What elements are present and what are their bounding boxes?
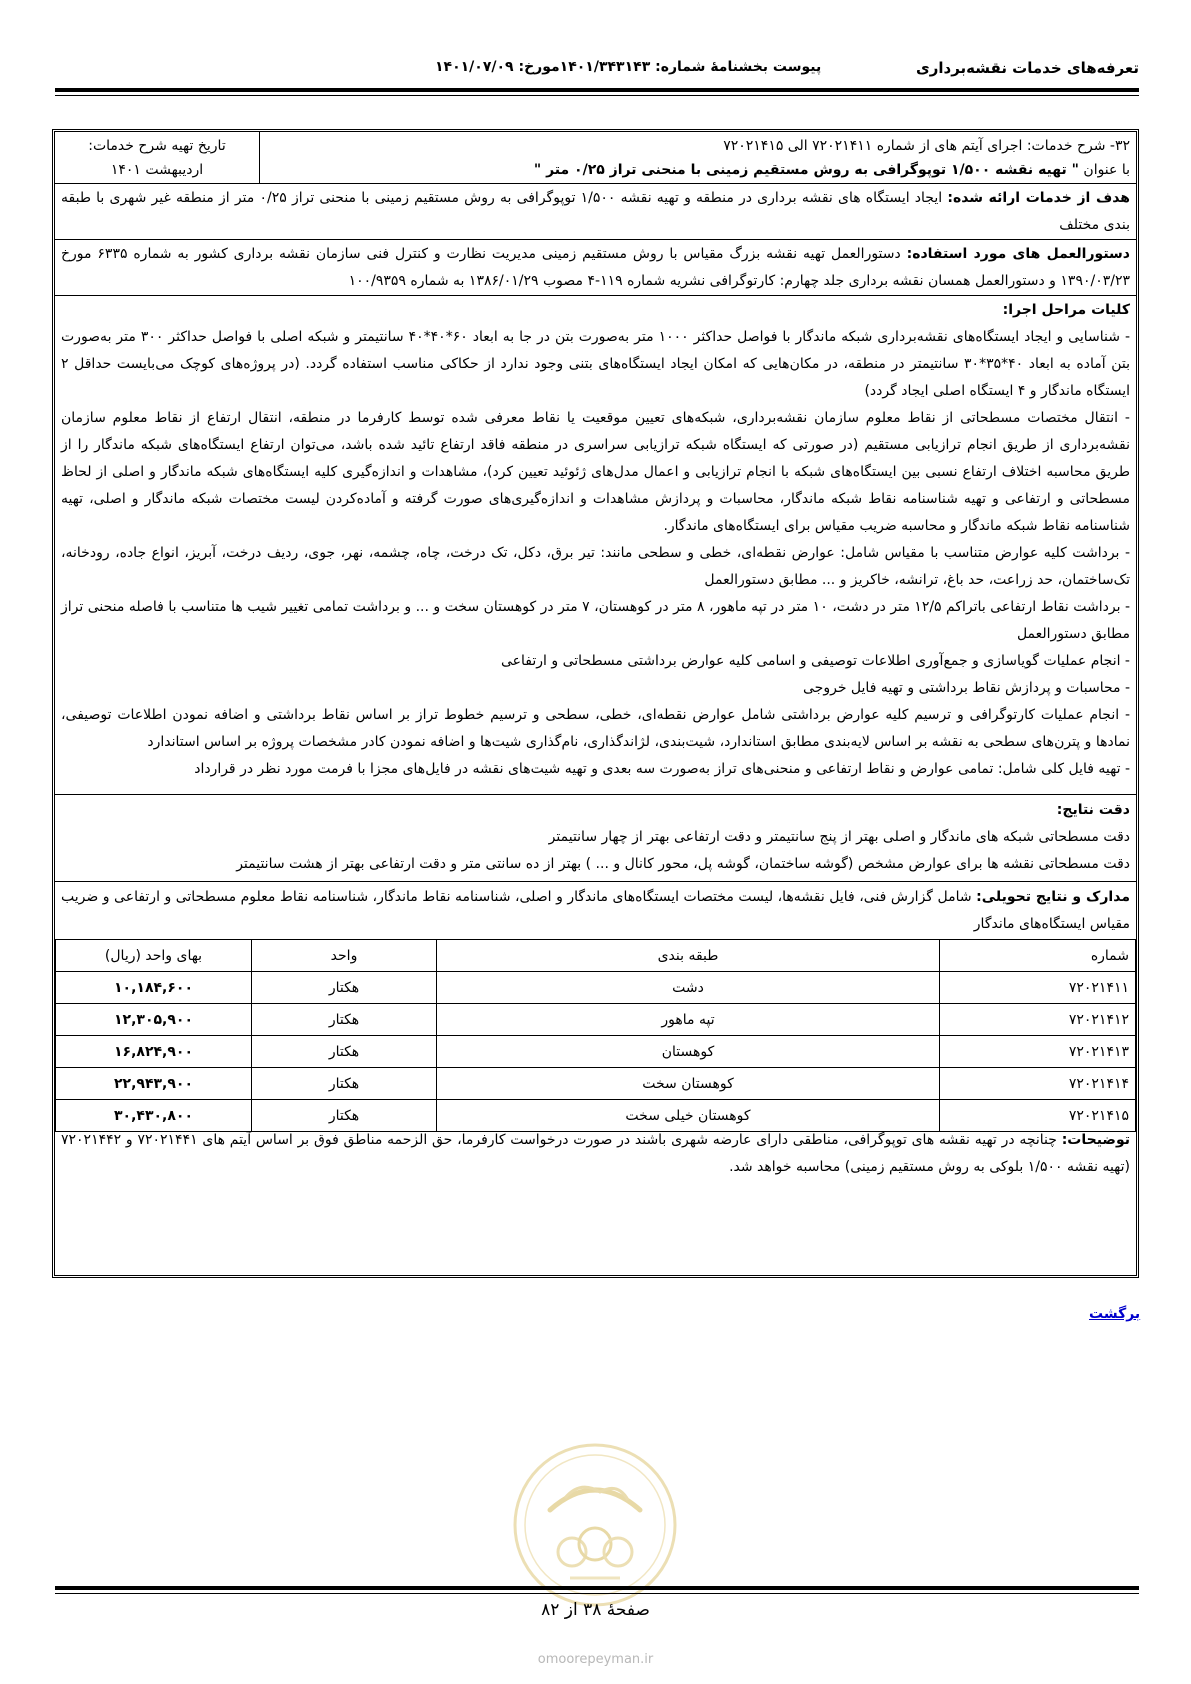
- accuracy-map: دقت مسطحاتی نقشه ها برای عوارض مشخص (گوشه ساختمان، گوشه پل، محور کانال و ... ) بهتر از ده سانتی متر و دقت ارتفاعی بهتر از هشت سانتیمتر: [236, 856, 1130, 872]
- service-sheet: [52, 129, 1139, 1278]
- item-code: ۷۲۰۲۱۴۱۵: [940, 1100, 1136, 1132]
- fee-table-header: [56, 940, 1136, 972]
- item-unit: هکتار: [252, 1004, 437, 1036]
- deliverables-row: [55, 882, 1136, 939]
- footer-rule-thin: [55, 1593, 1139, 1594]
- item-category: کوهستان سخت: [437, 1068, 940, 1100]
- notes-text: توضیحات: چنانچه در تهیه نقشه های توپوگرافی، مناطقی دارای عارضه شهری باشند در صورت درخواست کارفرما، حق الزحمه مناطق فوق بر اساس آیتم های ۷۲۰۲۱۴۴۱ و ۷۲۰۲۱۴۴۲ (تهیه نقشه ۱/۵۰۰ بلوکی به روش مستقیم زمینی) محاسبه خواهد شد.: [61, 1132, 1130, 1175]
- service-title: " تهیه نقشه ۱/۵۰۰ توپوگرافی به روش مستقیم زمینی با منحنی تراز ۰/۲۵ متر ": [533, 162, 1079, 178]
- watermark-seal-icon: [510, 1440, 680, 1610]
- deliverables-label: مدارک و نتایج تحویلی:: [976, 889, 1130, 905]
- page-header: [55, 55, 1139, 83]
- table-row: [56, 1068, 1136, 1100]
- header-title: تعرفه‌های خدمات نقشه‌برداری: [915, 59, 1139, 77]
- instructions-row: [55, 240, 1136, 296]
- date-label: تاریخ تهیه شرح خدمات:: [88, 138, 226, 154]
- accuracy-network: دقت مسطحاتی شبکه های ماندگار و اصلی بهتر از پنج سانتیمتر و دقت ارتفاعی بهتر از چهار سانتیمتر: [548, 829, 1130, 845]
- step-item: - انجام عملیات گویاسازی و جمع‌آوری اطلاعات توصیفی و اسامی کلیه عوارض برداشتی مسطحاتی و ارتفاعی: [501, 653, 1130, 669]
- item-code: ۷۲۰۲۱۴۱۲: [940, 1004, 1136, 1036]
- fee-table: [55, 939, 1136, 1132]
- item-unit: هکتار: [252, 1068, 437, 1100]
- instructions-label: دستورالعمل های مورد استفاده:: [906, 246, 1130, 262]
- item-category: تپه ماهور: [437, 1004, 940, 1036]
- item-unit: هکتار: [252, 1100, 437, 1132]
- goal-text: هدف از خدمات ارائه شده: ایجاد ایستگاه های نقشه برداری در منطقه و تهیه نقشه ۱/۵۰۰ توپوگرافی به روش مستقیم زمینی با منحنی تراز ۰/۲۵ متر از منطقه غیر شهری با طبقه بندی مختلف: [61, 190, 1130, 233]
- item-code: ۷۲۰۲۱۴۱۱: [940, 972, 1136, 1004]
- item-price: ۱۰,۱۸۴,۶۰۰: [56, 972, 252, 1004]
- back-link[interactable]: برگشت: [1089, 1306, 1141, 1322]
- footer-rule: [55, 1586, 1139, 1590]
- service-description: ۳۲- شرح خدمات: اجرای آیتم های از شماره ۷۲۰۲۱۴۱۱ الی ۷۲۰۲۱۴۱۵: [723, 138, 1130, 154]
- step-item: - برداشت کلیه عوارض متناسب با مقیاس شامل: عوارض نقطه‌ای، خطی و سطحی مانند: تیر برق، دکل، تک درخت، چاه، چشمه، نهر، جوی، ردیف درخت، آبریز، انواع جاده، رودخانه، تک‌ساختمان، حد زراعت، حد باغ، ترانشه، خاکریز و ... مطابق دستورالعمل: [61, 545, 1130, 588]
- header-price: بهای واحد (ریال): [56, 940, 252, 972]
- item-price: ۳۰,۴۳۰,۸۰۰: [56, 1100, 252, 1132]
- header-code: شماره: [940, 940, 1136, 972]
- step-item: - انجام عملیات کارتوگرافی و ترسیم کلیه عوارض برداشتی شامل عوارض نقطه‌ای، خطی، سطحی و ترسیم خطوط تراز بر اساس نقاط برداشتی و اضافه نمودن اطلاعات توصیفی، نمادها و پترن‌های سطحی به نقشه بر اساس لایه‌بندی مطابق استاندارد، شیت‌بندی، لژاندگذاری، نام‌گذاری شیت‌ها و اضافه نمودن کادر مشخصات پروژه بر اساس استاندارد: [61, 707, 1130, 750]
- table-row: [56, 1036, 1136, 1068]
- instructions-text: دستورالعمل های مورد استفاده: دستورالعمل تهیه نقشه بزرگ مقیاس با روش مستقیم زمینی مدیریت نظارت و کنترل فنی سازمان نقشه برداری کشور به شماره ۶۳۳۵ مورخ ۱۳۹۰/۰۳/۲۳ و دستورالعمل همسان نقشه برداری جلد چهارم: کارتوگرافی نشریه شماره ۱۱۹-۴ مصوب ۱۳۸۶/۰۱/۲۹ به شماره ۱۰۰/۹۳۵۹: [61, 246, 1130, 289]
- item-unit: هکتار: [252, 972, 437, 1004]
- goal-label: هدف از خدمات ارائه شده:: [947, 190, 1130, 206]
- step-item: - محاسبات و پردازش نقاط برداشتی و تهیه فایل خروجی: [803, 680, 1130, 696]
- goal-row: [55, 184, 1136, 240]
- steps-row: [55, 296, 1136, 795]
- step-item: - انتقال مختصات مسطحاتی از نقاط معلوم سازمان نقشه‌برداری، شبکه‌های تعیین موقعیت یا نقاط معرفی شده توسط کارفرما در منطقه، انتقال ارتفاع از نقاط معلوم سازمان نقشه‌برداری از طریق انجام ترازیابی مستقیم (در صورتی که ایستگاه شبکه ترازیابی سراسری در منطقه فاقد ارتفاع تائید شده باشد، می‌توان ارتفاع ایستگاه‌های شبکه ماندگار را از طریق محاسبه اختلاف ارتفاع نسبی بین ایستگاه‌های شبکه با انجام ترازیابی و اعمال مدل‌های ژئوئید تعیین کرد)، مشاهدات و اندازه‌گیری کلیه ایستگاه‌های شبکه ماندگار و اصلی از لحاظ مسطحاتی و ارتفاعی و تهیه شناسنامه نقاط شبکه ماندگار، محاسبات و پردازش مشاهدات و اندازه‌گیری‌های صورت گرفته و آماده‌کردن لیست مختصات شبکه ماندگار و اصلی، تهیه شناسنامه نقاط شبکه ماندگار و محاسبه ضریب مقیاس برای ایستگاه‌های ماندگار.: [61, 410, 1130, 534]
- steps-label: کلیات مراحل اجرا:: [1002, 302, 1130, 318]
- item-code: ۷۲۰۲۱۴۱۳: [940, 1036, 1136, 1068]
- item-code: ۷۲۰۲۱۴۱۴: [940, 1068, 1136, 1100]
- header-rule-thin: [55, 95, 1139, 96]
- service-title-line: با عنوان " تهیه نقشه ۱/۵۰۰ توپوگرافی به روش مستقیم زمینی با منحنی تراز ۰/۲۵ متر ": [533, 162, 1130, 178]
- site-watermark: omoorepeyman.ir: [537, 1652, 654, 1667]
- step-item: - تهیه فایل کلی شامل: تمامی عوارض و نقاط ارتفاعی و منحنی‌های تراز به‌صورت سه بعدی و تهیه شیت‌های نقشه در فایل‌های مجزا با فرمت مورد نظر در قرارداد: [194, 761, 1130, 777]
- header-unit: واحد: [252, 940, 437, 972]
- item-category: دشت: [437, 972, 940, 1004]
- service-title-row: [55, 132, 1136, 184]
- date-value: اردیبهشت ۱۴۰۱: [110, 162, 204, 178]
- item-category: کوهستان: [437, 1036, 940, 1068]
- accuracy-label: دقت نتایج:: [1056, 802, 1130, 818]
- step-item: - برداشت نقاط ارتفاعی باتراکم ۱۲/۵ متر در دشت، ۱۰ متر در تپه ماهور، ۸ متر در کوهستان، ۷ متر در کوهستان سخت و ... و برداشت تمامی تغییر شیب ها متناسب با فاصله منحنی تراز مطابق دستورالعمل: [61, 599, 1130, 642]
- page-number: صفحهٔ ۳۸ از ۸۲: [541, 1600, 650, 1620]
- item-price: ۱۲,۳۰۵,۹۰۰: [56, 1004, 252, 1036]
- notes-row: [55, 1125, 1136, 1275]
- notes-label: توضیحات:: [1061, 1132, 1130, 1148]
- item-price: ۲۲,۹۴۳,۹۰۰: [56, 1068, 252, 1100]
- header-rule: [55, 88, 1139, 92]
- header-category: طبقه بندی: [437, 940, 940, 972]
- accuracy-row: [55, 795, 1136, 882]
- header-reference: پیوست بخشنامهٔ شماره: ۱۴۰۱/۳۴۳۱۴۳مورخ: ۱۴۰۱/۰۷/۰۹: [435, 59, 822, 75]
- deliverables-text: مدارک و نتایج تحویلی: شامل گزارش فنی، فایل نقشه‌ها، لیست مختصات ایستگاه‌های ماندگار و اصلی، شناسنامه نقاط ماندگار، شناسنامه نقاط معلوم مسطحاتی و ارتفاعی و ضریب مقیاس ایستگاه‌های ماندگار: [61, 889, 1130, 932]
- step-item: - شناسایی و ایجاد ایستگاه‌های نقشه‌برداری شبکه ماندگار با فواصل حداکثر ۱۰۰۰ متر به‌صورت بتن در جا به ابعاد ۶۰*۴۰*۴۰ سانتیمتر و شبکه اصلی با فواصل حداکثر ۳۰۰ متر به‌صورت بتن آماده به ابعاد ۴۰*۳۵*۳۰ سانتیمتر در منطقه، در مکان‌هایی که امکان ایجاد ایستگاه‌های بتنی وجود ندارد از حکاکی مناسب استفاده گردد. (در پروژه‌های کوچک می‌بایست حداقل ۲ ایستگاه ماندگار و ۴ ایستگاه اصلی ایجاد گردد): [61, 329, 1131, 399]
- table-row: [56, 972, 1136, 1004]
- item-price: ۱۶,۸۲۴,۹۰۰: [56, 1036, 252, 1068]
- item-category: کوهستان خیلی سخت: [437, 1100, 940, 1132]
- table-row: [56, 1004, 1136, 1036]
- item-unit: هکتار: [252, 1036, 437, 1068]
